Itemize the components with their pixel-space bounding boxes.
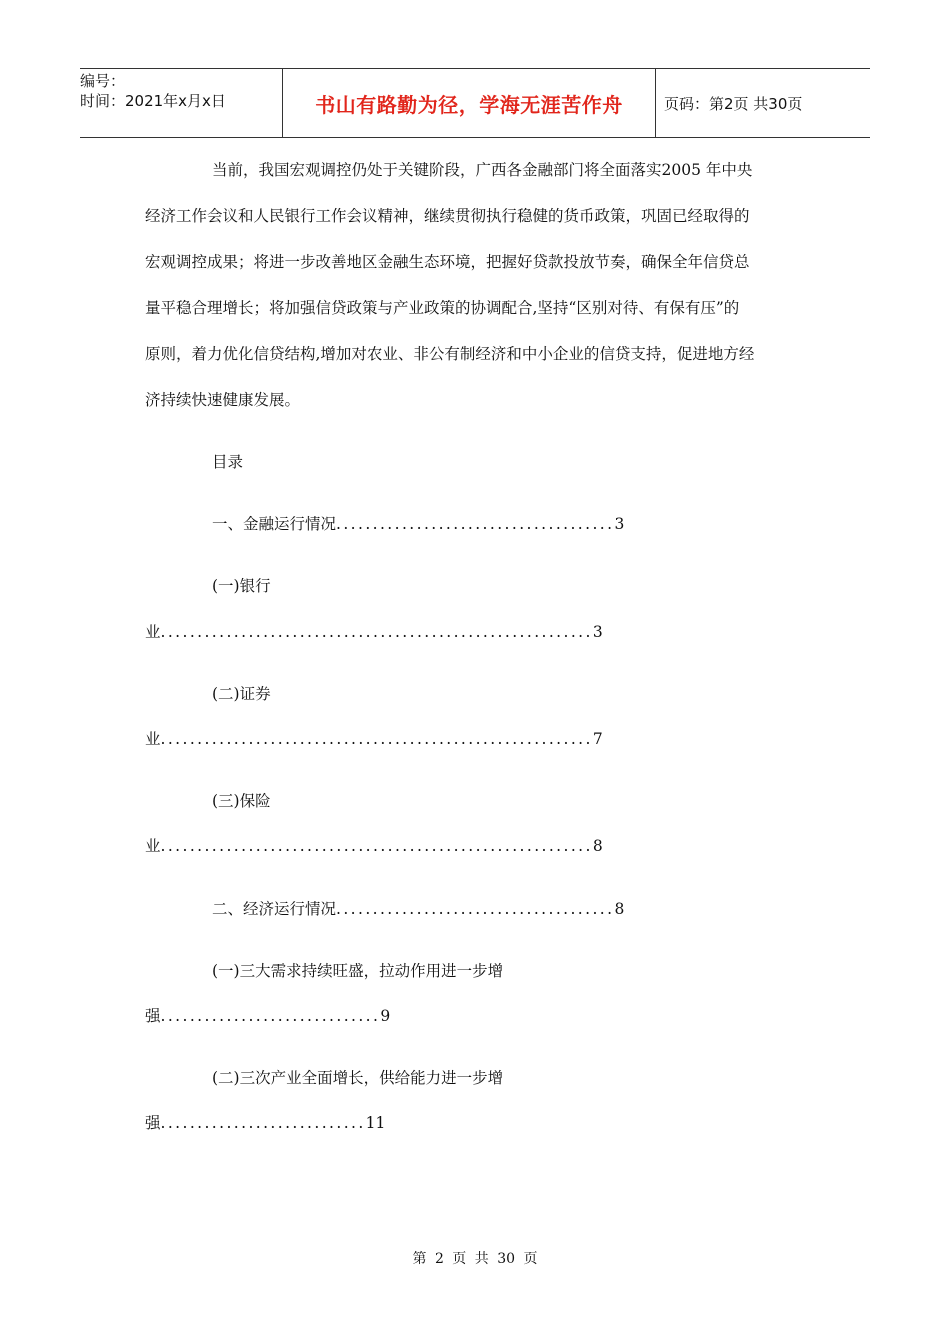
toc-entry-text[interactable]: (二)证券 bbox=[212, 685, 271, 703]
paragraph-line: 当前，我国宏观调控仍处于关键阶段，广西各金融部门将全面落实2005 年中央 bbox=[212, 161, 753, 179]
toc-leader-dots: ............................ bbox=[160, 1114, 366, 1132]
header-motto: 书山有路勤为径，学海无涯苦作舟 bbox=[315, 92, 623, 117]
toc-page-number: 8 bbox=[614, 900, 625, 918]
toc-entry-cont-text: 强 bbox=[145, 1114, 161, 1132]
toc-entry-cont-text: 强 bbox=[145, 1007, 161, 1025]
toc-page-number: 8 bbox=[592, 837, 603, 855]
toc-leader-dots: .............................. bbox=[160, 1007, 381, 1025]
toc-leader-dots: ...................................... bbox=[336, 900, 615, 918]
paragraph-line: 原则，着力优化信贷结构,增加对农业、非公有制经济和中小企业的信贷支持，促进地方经 bbox=[145, 345, 755, 363]
toc-entry-continuation[interactable] bbox=[145, 1111, 385, 1133]
toc-leader-dots: ........................................................... bbox=[160, 837, 593, 855]
paragraph-line: 经济工作会议和人民银行工作会议精神，继续贯彻执行稳健的货币政策，巩固已经取得的 bbox=[145, 207, 750, 225]
toc-entry-continuation[interactable] bbox=[145, 620, 603, 642]
paragraph-line: 济持续快速健康发展。 bbox=[145, 391, 301, 409]
toc-page-number: 9 bbox=[380, 1007, 391, 1025]
toc-entry-cont-text: 业 bbox=[145, 837, 161, 855]
toc-entry[interactable] bbox=[212, 512, 624, 534]
header-motto-cell bbox=[282, 69, 656, 137]
toc-entry-cont-text: 业 bbox=[145, 623, 161, 641]
toc-page-number: 7 bbox=[592, 730, 603, 748]
toc-entry-continuation[interactable] bbox=[145, 727, 603, 749]
header-page-label: 页码：第2页 共30页 bbox=[664, 94, 803, 113]
number-label: 编号： bbox=[80, 72, 126, 90]
toc-page-number: 11 bbox=[365, 1114, 386, 1132]
toc-entry-continuation[interactable] bbox=[145, 1004, 390, 1026]
toc-leader-dots: ...................................... bbox=[336, 515, 615, 533]
toc-entry-text: 一、金融运行情况 bbox=[212, 515, 337, 533]
toc-entry-text: 二、经济运行情况 bbox=[212, 900, 337, 918]
toc-leader-dots: ........................................................... bbox=[160, 730, 593, 748]
toc-page-number: 3 bbox=[614, 515, 625, 533]
toc-page-number: 3 bbox=[592, 623, 603, 641]
toc-entry-text[interactable]: (一)三大需求持续旺盛，拉动作用进一步增 bbox=[212, 962, 504, 980]
toc-entry-continuation[interactable] bbox=[145, 834, 603, 856]
toc-entry-cont-text: 业 bbox=[145, 730, 161, 748]
paragraph-line: 量平稳合理增长；将加强信贷政策与产业政策的协调配合,坚持“区别对待、有保有压”的 bbox=[145, 299, 740, 317]
page-footer: 第 2 页 共 30 页 bbox=[412, 1251, 538, 1267]
header-page-cell bbox=[664, 69, 870, 137]
document-header bbox=[80, 68, 870, 138]
header-meta bbox=[80, 69, 282, 139]
toc-entry-text[interactable]: (一)银行 bbox=[212, 577, 271, 595]
time-label: 时间：2021年x月x日 bbox=[80, 92, 226, 110]
toc-entry-text[interactable]: (三)保险 bbox=[212, 792, 271, 810]
toc-entry-text[interactable]: (二)三次产业全面增长，供给能力进一步增 bbox=[212, 1069, 504, 1087]
toc-leader-dots: ........................................................... bbox=[160, 623, 593, 641]
toc-title: 目录 bbox=[212, 453, 244, 471]
toc-entry[interactable] bbox=[212, 897, 624, 919]
paragraph-line: 宏观调控成果；将进一步改善地区金融生态环境，把握好贷款投放节奏，确保全年信贷总 bbox=[145, 253, 750, 271]
